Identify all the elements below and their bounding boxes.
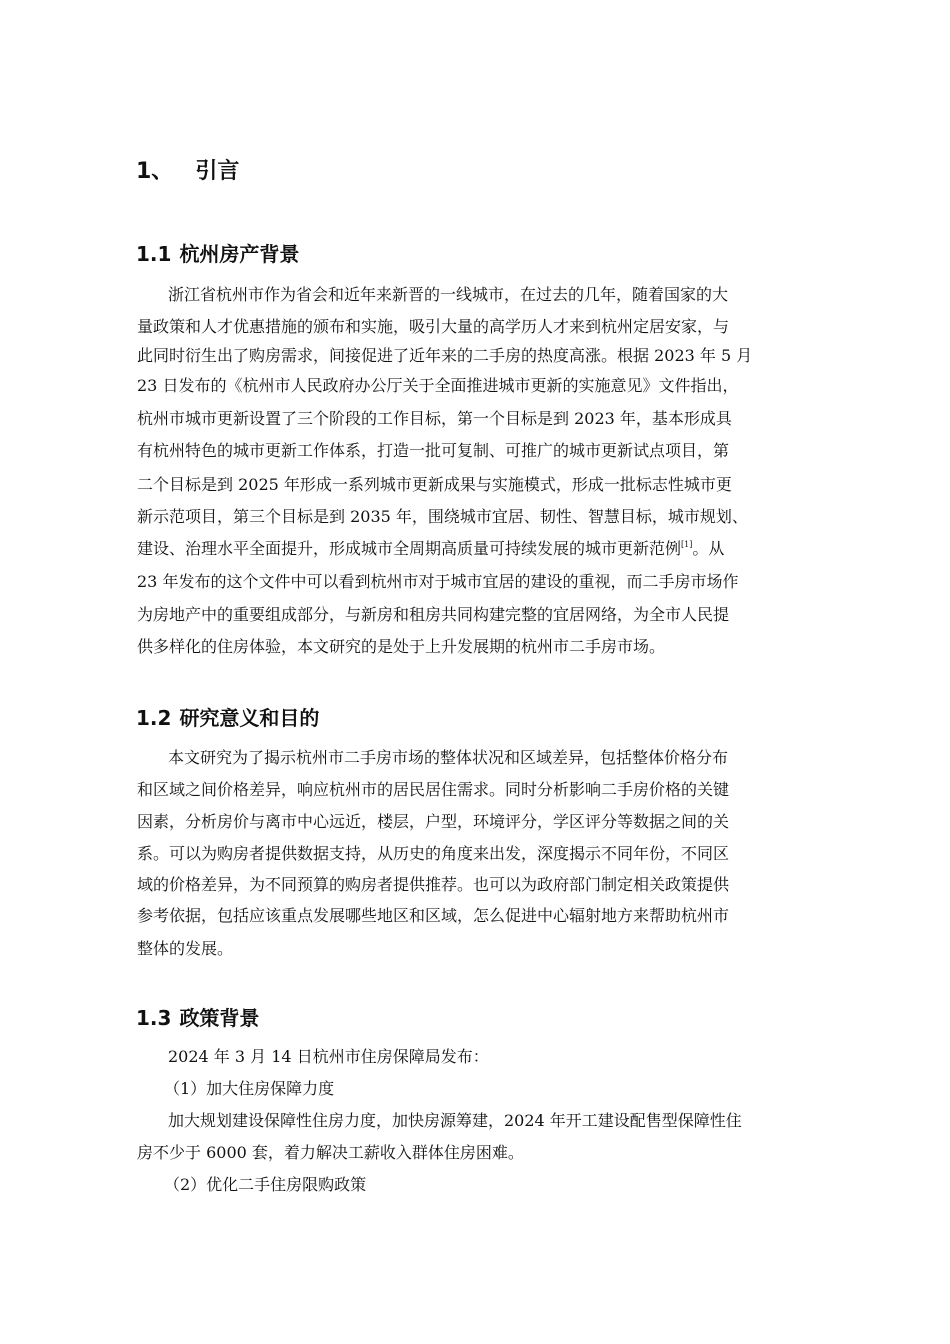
citation-mark: [1] xyxy=(681,540,693,549)
paragraph-line: 因素，分析房价与离市中心远近，楼层，户型，环境评分，学区评分等数据之间的关 xyxy=(137,812,730,831)
paragraph-line: 23 年发布的这个文件中可以看到杭州市对于城市宜居的建设的重视，而二手房市场作 xyxy=(137,572,739,591)
section-number: 1.1 xyxy=(136,242,172,266)
paragraph-line-with-citation xyxy=(137,535,724,563)
section-title: 研究意义和目的 xyxy=(179,706,320,730)
section-1-3-heading xyxy=(136,1002,259,1034)
chapter-title: 引言 xyxy=(195,159,240,184)
paragraph-line: 加大规划建设保障性住房力度，加快房源筹建，2024 年开工建设配售型保障性住 xyxy=(168,1111,742,1130)
paragraph-line: 杭州市城市更新设置了三个阶段的工作目标，第一个目标是到 2023 年，基本形成具 xyxy=(137,409,732,428)
paragraph-line: 域的价格差异，为不同预算的购房者提供推荐。也可以为政府部门制定相关政策提供 xyxy=(137,875,730,894)
chapter-number: 1、 xyxy=(136,159,174,184)
paragraph-text: 。从 xyxy=(692,539,725,558)
section-1-2-heading xyxy=(136,702,319,734)
paragraph-line: 新示范项目，第三个目标是到 2035 年，围绕城市宜居、韧性、智慧目标，城市规划、 xyxy=(137,507,748,526)
paragraph-line: 本文研究为了揭示杭州市二手房市场的整体状况和区域差异，包括整体价格分布 xyxy=(168,748,729,767)
paragraph-text: 建设、治理水平全面提升，形成城市全周期高质量可持续发展的城市更新范例 xyxy=(137,539,682,558)
paragraph-line: 整体的发展。 xyxy=(137,939,234,958)
paragraph-line: 23 日发布的《杭州市人民政府办公厅关于全面推进城市更新的实施意见》文件指出， xyxy=(137,376,739,395)
paragraph-line: 此同时衍生出了购房需求，间接促进了近年来的二手房的热度高涨。根据 2023 年 5 月 xyxy=(137,346,753,365)
section-number: 1.2 xyxy=(136,706,172,730)
paragraph-line: 房不少于 6000 套，着力解决工薪收入群体住房困难。 xyxy=(137,1143,524,1162)
paragraph-line: 和区域之间价格差异，响应杭州市的居民居住需求。同时分析影响二手房价格的关键 xyxy=(137,780,730,799)
paragraph-line: 系。可以为购房者提供数据支持，从历史的角度来出发，深度揭示不同年份，不同区 xyxy=(137,844,730,863)
paragraph-line: 二个目标是到 2025 年形成一系列城市更新成果与实施模式，形成一批标志性城市更 xyxy=(137,475,732,494)
list-item-heading: （1）加大住房保障力度 xyxy=(164,1079,335,1098)
paragraph-line: 为房地产中的重要组成部分，与新房和租房共同构建完整的宜居网络，为全市人民提 xyxy=(137,605,730,624)
paragraph-line: 2024 年 3 月 14 日杭州市住房保障局发布： xyxy=(168,1047,489,1066)
chapter-heading xyxy=(136,154,239,190)
section-1-1-heading xyxy=(136,238,299,270)
paragraph-line: 有杭州特色的城市更新工作体系，打造一批可复制、可推广的城市更新试点项目，第 xyxy=(137,441,730,460)
paragraph-line: 浙江省杭州市作为省会和近年来新晋的一线城市，在过去的几年，随着国家的大 xyxy=(168,285,729,304)
paragraph-line: 供多样化的住房体验，本文研究的是处于上升发展期的杭州市二手房市场。 xyxy=(137,637,666,656)
paragraph-line: 量政策和人才优惠措施的颁布和实施，吸引大量的高学历人才来到杭州定居安家，与 xyxy=(137,317,730,336)
paragraph-line: 参考依据，包括应该重点发展哪些地区和区域，怎么促进中心辐射地方来帮助杭州市 xyxy=(137,906,730,925)
list-item-heading: （2）优化二手住房限购政策 xyxy=(164,1175,367,1194)
section-title: 杭州房产背景 xyxy=(179,242,300,266)
section-title: 政策背景 xyxy=(179,1006,260,1030)
section-number: 1.3 xyxy=(136,1006,172,1030)
